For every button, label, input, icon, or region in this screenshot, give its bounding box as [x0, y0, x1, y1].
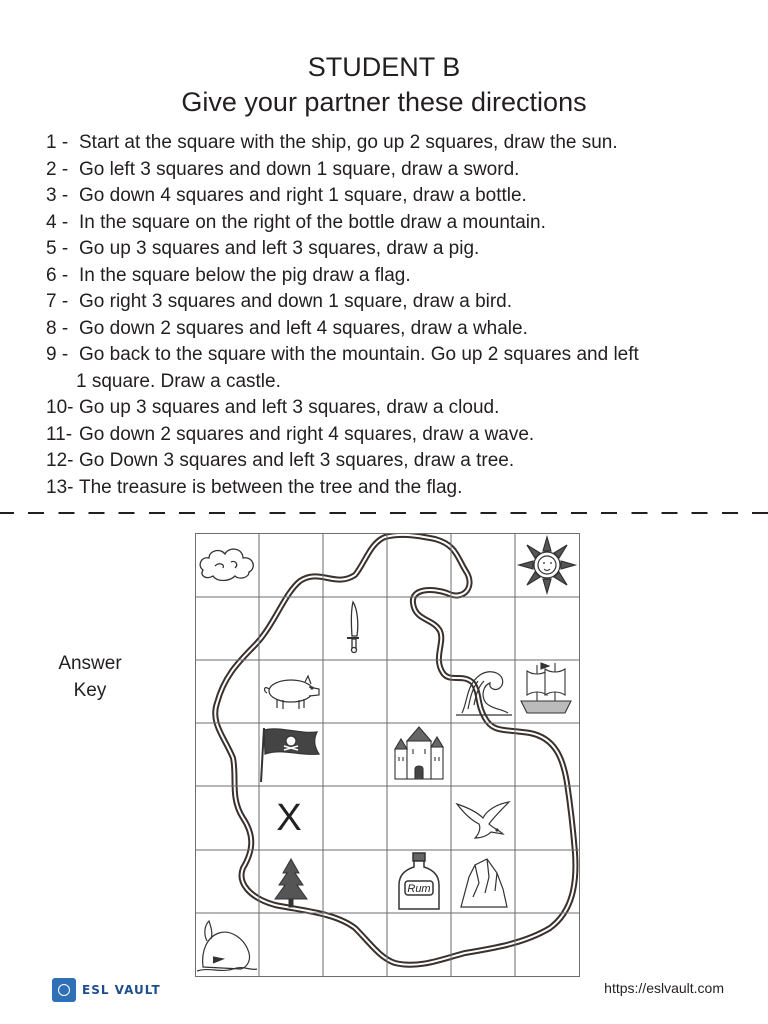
direction-number: 6 -	[46, 264, 69, 286]
direction-item	[46, 157, 746, 184]
direction-number: 9 -	[46, 344, 69, 365]
direction-number: 7 -	[46, 291, 69, 312]
direction-item	[46, 289, 746, 316]
direction-item	[46, 183, 746, 210]
direction-item-continuation	[46, 369, 746, 396]
bottle-icon	[399, 853, 439, 909]
sword-icon	[347, 602, 359, 653]
direction-text: In the square on the right of the bottle draw a mountain.	[79, 211, 546, 233]
direction-text: Go down 2 squares and right 4 squares, draw a wave.	[79, 423, 535, 445]
page-subtitle: Give your partner these directions	[181, 87, 587, 117]
map-grid-lines	[195, 533, 580, 977]
bird-icon	[457, 802, 509, 838]
answer-key-label	[40, 650, 140, 704]
direction-text: The treasure is between the tree and the flag.	[79, 476, 463, 498]
direction-text: Go up 3 squares and left 3 squares, draw a cloud.	[79, 397, 500, 418]
page-title: STUDENT B	[307, 52, 461, 82]
ship-icon	[521, 663, 571, 713]
direction-item	[46, 422, 746, 449]
flag-icon	[261, 728, 319, 782]
answer-key-line: Answer	[58, 653, 122, 674]
direction-text: In the square below the pig draw a flag.	[79, 264, 411, 286]
direction-item	[46, 210, 746, 237]
pig-icon	[265, 676, 319, 709]
direction-text: Go right 3 squares and down 1 square, draw a bird.	[79, 291, 513, 312]
esl-vault-logo	[52, 978, 161, 1002]
direction-item	[46, 395, 746, 422]
direction-text: Go up 3 squares and left 3 squares, draw a pig.	[79, 238, 480, 259]
direction-number: 1 -	[46, 132, 69, 153]
whale-icon	[197, 921, 257, 971]
tree-icon	[275, 859, 307, 907]
logo-mark-icon	[52, 978, 76, 1002]
direction-number: 11-	[46, 423, 73, 445]
mountain-icon	[461, 859, 507, 907]
treasure-x-mark: X	[276, 797, 302, 839]
directions-list	[46, 130, 746, 501]
castle-icon	[395, 727, 443, 779]
direction-text: Start at the square with the ship, go up 2 squares, draw the sun.	[79, 132, 618, 153]
footer-url[interactable]: https://eslvault.com	[604, 980, 724, 996]
direction-item	[46, 236, 746, 263]
treasure-map-grid	[195, 533, 580, 977]
direction-text: Go down 2 squares and left 4 squares, draw a whale.	[79, 317, 528, 339]
direction-item	[46, 263, 746, 290]
direction-item	[46, 342, 746, 369]
bottle-label: Rum	[407, 883, 431, 895]
cloud-icon	[200, 549, 253, 580]
direction-number: 13-	[46, 476, 74, 498]
sun-icon	[519, 537, 575, 593]
direction-text: 1 square. Draw a castle.	[76, 370, 281, 392]
direction-text: Go back to the square with the mountain. Go up 2 squares and left	[79, 344, 639, 365]
direction-number: 2 -	[46, 158, 69, 180]
direction-text: Go down 4 squares and right 1 square, draw a bottle.	[79, 185, 527, 206]
direction-number: 4 -	[46, 211, 69, 233]
answer-key-line: Key	[73, 680, 107, 701]
cut-line-divider	[0, 512, 768, 514]
direction-item	[46, 475, 746, 502]
direction-number: 5 -	[46, 238, 69, 259]
direction-text: Go Down 3 squares and left 3 squares, draw a tree.	[79, 450, 515, 471]
direction-item	[46, 448, 746, 475]
direction-number: 10-	[46, 397, 74, 418]
direction-item	[46, 316, 746, 343]
direction-number: 12-	[46, 450, 74, 471]
direction-text: Go left 3 squares and down 1 square, draw a sword.	[79, 158, 520, 180]
direction-number: 8 -	[46, 317, 69, 339]
direction-item	[46, 130, 746, 157]
direction-number: 3 -	[46, 185, 69, 206]
map-svg	[195, 533, 580, 977]
logo-text: ESL VAULT	[82, 983, 161, 997]
